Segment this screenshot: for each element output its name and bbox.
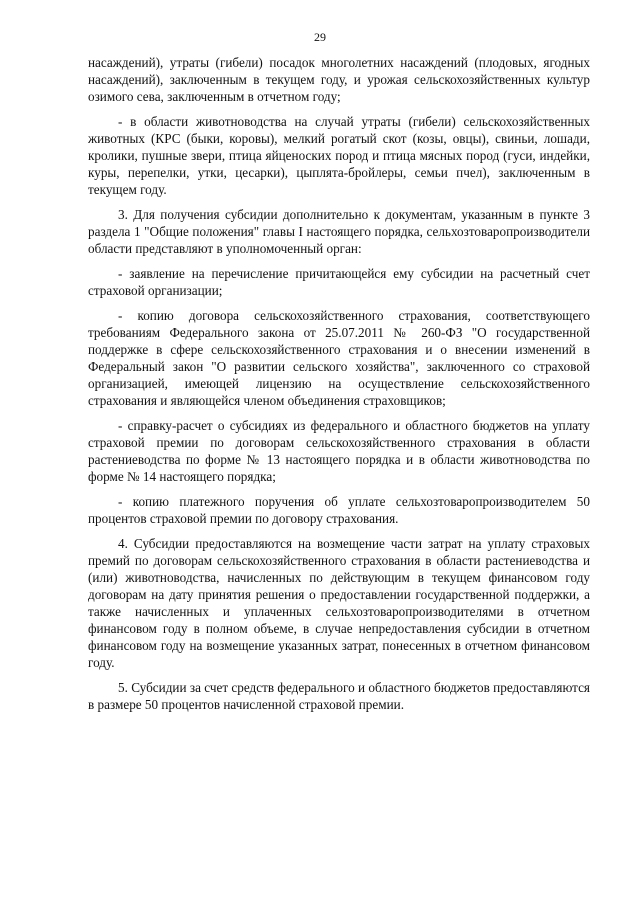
paragraph-livestock: - в области животноводства на случай утраты (гибели) сельскохозяйственных животных (КРС (быки, коровы), мелкий рогатый скот (козы, овцы), свиньи, лошади, кролики, пушные звери, птица яйценоских пород и птица мясных пород (гуси, индейки, куры, перепелки, утки, цесарки), цыплята-бройлеры, семьи пчел), заключенным в текущем году. <box>88 114 590 197</box>
page-number: 29 <box>314 30 326 44</box>
document-body <box>88 54 590 721</box>
paragraph-calculation: - справку-расчет о субсидиях из федерального и областного бюджетов на уплату страховой премии по договорам сельскохозяйственного страхования в области растениеводства по форме № 13 настоящего порядка и в области животноводства по форме № 14 настоящего порядка; <box>88 418 590 484</box>
paragraph-4: 4. Субсидии предоставляются на возмещение части затрат на уплату страховых премий по договорам сельскохозяйственного страхования в области растениеводства и (или) животноводства, начисленных по действующим в текущем финансовом году договорам на дату принятия решения о предоставлении государственной поддержки, а также начисленных и уплаченных сельхозтоваропроизводителями в отчетном финансовом году в полном объеме, в случае непредоставления субсидии в отчетном финансовом году на возмещение указанных затрат, понесенных в отчетном финансовом году. <box>88 536 590 670</box>
paragraph-contract-copy: - копию договора сельскохозяйственного страхования, соответствующего требованиям Федерального закона от 25.07.2011 № 260-ФЗ "О государственной поддержке в сфере сельскохозяйственного страхования и о внесении изменений в Федеральный закон "О развитии сельского хозяйства", заключенного со страховой организацией, имеющей лицензию на осуществление сельскохозяйственного страхования и являющейся членом объединения страховщиков; <box>88 308 590 408</box>
paragraph-continuation: насаждений), утраты (гибели) посадок многолетних насаждений (плодовых, ягодных насаждений), заключенным в текущем году, и урожая сельскохозяйственных культур озимого сева, заключенным в отчетном году; <box>88 55 590 104</box>
paragraph-3: 3. Для получения субсидии дополнительно к документам, указанным в пункте 3 раздела 1 "Общие положения" главы I настоящего порядка, сельхозтоваропроизводители области представляют в уполномоченный орган: <box>88 207 590 256</box>
paragraph-application: - заявление на перечисление причитающейся ему субсидии на расчетный счет страховой организации; <box>88 266 590 298</box>
paragraph-5: 5. Субсидии за счет средств федерального и областного бюджетов предоставляются в размере 50 процентов начисленной страховой премии. <box>88 680 590 712</box>
paragraph-payment-order: - копию платежного поручения об уплате сельхозтоваропроизводителем 50 процентов страховой премии по договору страхования. <box>88 494 590 526</box>
